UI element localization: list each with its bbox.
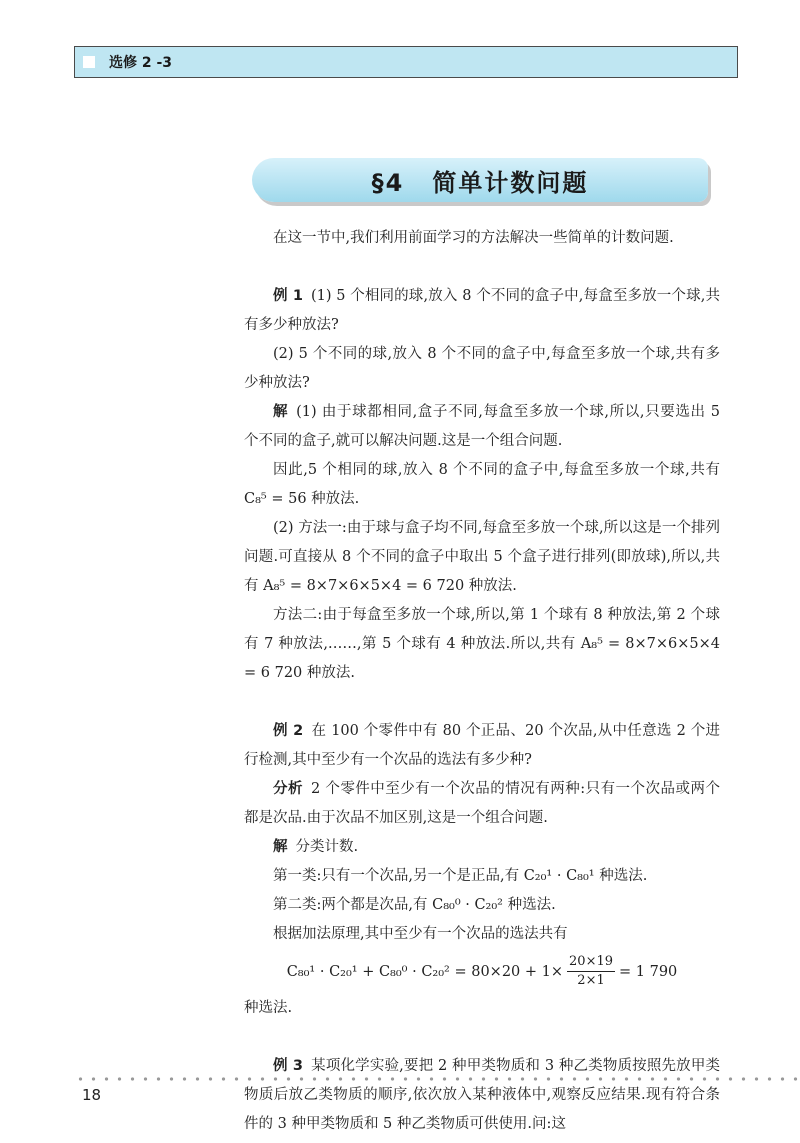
example1-q2: (2) 5 个不同的球,放入 8 个不同的盒子中,每盒至多放一个球,共有多少种放法?	[244, 346, 720, 391]
section-number: §4	[371, 168, 405, 197]
header-title: 选修 2 -3	[109, 55, 173, 71]
example2-analysis-label: 分析	[273, 781, 303, 797]
example1-q1: 例 1 (1) 5 个相同的球,放入 8 个不同的盒子中,每盒至多放一个球,共有多少种放法?	[244, 288, 720, 333]
example2-sol-label: 解	[273, 839, 288, 855]
example1-sol4: 方法二:由于每盒至多放一个球,所以,第 1 个球有 8 种放法,第 2 个球有 7 种放法,……,第 5 个球有 4 种放法.所以,共有 A₈⁵ = 8×7×6×5×4 = 6 720 种放法.	[244, 607, 720, 681]
example3-label: 例 3	[273, 1058, 303, 1074]
example3-text: 例 3 某项化学实验,要把 2 种甲类物质和 3 种乙类物质按照先放甲类物质后放乙类物质的顺序,依次放入某种液体中,观察反应结果.现有符合条件的 3 种甲类物质和 5 种乙类物质可供使用.问:这	[244, 1058, 721, 1132]
example2-sum-intro: 根据加法原理,其中至少有一个次品的选法共有	[273, 926, 568, 942]
section-name: 简单计数问题	[432, 168, 589, 197]
example1-sol3: (2) 方法一:由于球与盒子均不同,每盒至多放一个球,所以这是一个排列问题.可直接从 8 个不同的盒子中取出 5 个盒子进行排列(即放球),所以,共有 A₈⁵ = 8×7×6×5×4 = 6 720 种放法.	[244, 520, 720, 594]
section-title	[372, 163, 589, 198]
example2-analysis: 分析 2 个零件中至少有一个次品的情况有两种:只有一个次品或两个都是次品.由于次品不加区别,这是一个组合问题.	[244, 781, 721, 826]
intro-paragraph: 在这一节中,我们利用前面学习的方法解决一些简单的计数问题.	[273, 230, 674, 246]
example2-case1: 第一类:只有一个次品,另一个是正品,有 C₂₀¹ · C₈₀¹ 种选法.	[273, 868, 648, 884]
example1-sol-label: 解	[273, 404, 289, 420]
square-icon	[83, 56, 95, 68]
example1-label: 例 1	[273, 288, 303, 304]
example2-label: 例 2	[273, 723, 304, 739]
page-number: 18	[82, 1086, 102, 1104]
example1-sol1: 解 (1) 由于球都相同,盒子不同,每盒至多放一个球,所以,只要选出 5 个不同的盒子,就可以解决问题.这是一个组合问题.	[244, 404, 721, 449]
fraction: $\frac{20\times 19}{2\times 1}$	[569, 954, 614, 988]
example2-formula: C₈₀¹ · C₂₀¹ + C₈₀⁰ · C₂₀² = 80×20 + 1× $\frac{20\times 19}{2\times 1}$ = 1 790	[286, 954, 678, 988]
example2-sol-head: 解 分类计数.	[273, 839, 359, 855]
section-banner	[252, 158, 708, 202]
example2-question: 例 2 在 100 个零件中有 80 个正品、20 个次品,从中任意选 2 个进行检测,其中至少有一个次品的选法有多少种?	[244, 723, 720, 768]
footer-divider	[74, 1077, 800, 1081]
example1-sol2: 因此,5 个相同的球,放入 8 个不同的盒子中,每盒至多放一个球,共有 C₈⁵ = 56 种放法.	[244, 462, 720, 507]
page-content	[244, 224, 720, 1139]
example2-case2: 第二类:两个都是次品,有 C₈₀⁰ · C₂₀² 种选法.	[273, 897, 556, 913]
header-bar	[74, 46, 738, 78]
example2-tail: 种选法.	[244, 1000, 293, 1016]
